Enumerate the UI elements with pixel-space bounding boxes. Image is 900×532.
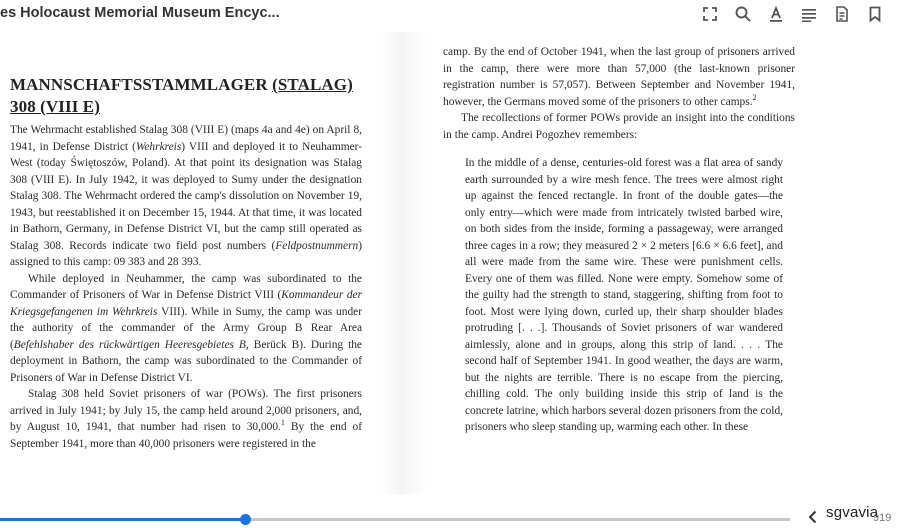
contents-icon xyxy=(800,5,818,23)
watermark-text: sgvavia xyxy=(826,504,879,521)
chevron-left-icon xyxy=(804,508,822,526)
block-quote: In the middle of a dense, centuries-old forest was a flat area of sandy earth surrounded by a wire mesh fence. The trees were almost right up against the fenced rectangle. In front of the double gates—the only entry—which were made from intricately twisted barbed wire, on both sides from the inside, forming a passageway, were arranged three cages in a row; they measured 2 × 2 meters [6.6 × 6.6 feet], and all were made from the same wire. These were punishment cells. Every one of them was filled. None were empty. Somehow some of the guilty had the strength to stand, staggering, shifting from foot to foot. Most were lying down, curled up, their sharp shoulder blades protruding [. . .]. Thousands of Soviet prisoners of war wandered aimlessly, alone and in groups, along this strip of land. . . . The second half of September 1941. In good weather, the days are warm, but the nights are terrible. There is no escape from the piercing, chilling cold. The only building inside this strip of land is the concrete latrine, which harbors several dozen prisoners from the cold, prisoners who sleep standing up, warming each other. In these xyxy=(465,157,783,433)
bookmark-button[interactable] xyxy=(864,3,886,25)
search-button[interactable] xyxy=(732,3,754,25)
right-page xyxy=(404,32,900,494)
page-number: 919 xyxy=(873,512,892,524)
heading-part-2: (STALAG) xyxy=(272,75,353,94)
search-icon xyxy=(734,5,752,23)
section-heading xyxy=(10,74,362,118)
top-bar xyxy=(0,0,900,28)
paragraph-2: While deployed in Neuhammer, the camp was subordinated to the Commander of Prisoners of War in Defense District VIII (Kommandeur der Kriegsgefangenen im Wehrkreis VIII). While in Sumy, the camp was under the authority of the commander of the Army Group B Rear Area (Befehlshaber des rückwärtigen Heeresgebietes B, Berück B). During the deployment in Bathorn, the camp was subordinated to the Commander of Prisoners of War in Defense District VI. xyxy=(10,272,363,384)
previous-page-button[interactable] xyxy=(804,508,822,526)
bottom-bar xyxy=(0,500,900,532)
paragraph-1: The Wehrmacht established Stalag 308 (VIII E) (maps 4a and 4e) on April 8, 1941, in Defense District (Wehrkreis) VIII and deployed it to Neuhammer-West (today Świętoszów, Poland). At that point its designation was Stalag 308 (VIII E). In July 1942, it was deployed to Sumy under the designation Stalag 308. The Wehrmacht ordered the camp's dissolution on November 19, 1943, but reestablished it on December 15, 1944. At that time, it was located in Bathorn, Germany, in Defense District VI, but the camp still operated as Stalag 308. Records indicate two field post numbers (Feldpostnummern) assigned to this camp: 09 383 and 28 393. xyxy=(10,124,362,268)
paragraph-continued: camp. By the end of October 1941, when the last group of prisoners arrived in the camp, there were more than 57,000 (the last-known prisoner registration number is 57,057). Between September and November 1941, however, the Germans moved some of the prisoners to other camps.$^2$ xyxy=(443,46,795,108)
document-icon xyxy=(833,5,851,23)
paragraph-recollections: The recollections of former POWs provide an insight into the conditions in the camp. Andrei Pogozhev remembers: xyxy=(443,112,795,141)
bookmark-icon xyxy=(866,5,884,23)
reading-progress-thumb[interactable] xyxy=(240,514,251,525)
left-column xyxy=(10,74,362,452)
footnote-1[interactable]: 1 xyxy=(280,418,285,428)
heading-part-1: MANNSCHAFTSSTAMMLAGER xyxy=(10,75,273,94)
footnote-2[interactable]: 2 xyxy=(752,92,757,102)
contents-button[interactable] xyxy=(798,3,820,25)
heading-part-3: 308 (VIII E) xyxy=(10,97,100,116)
right-column xyxy=(443,44,795,436)
left-page xyxy=(0,32,404,494)
document-title: es Holocaust Memorial Museum Encyc... xyxy=(0,5,280,21)
fullscreen-button[interactable] xyxy=(699,3,721,25)
reading-progress-fill xyxy=(0,518,245,521)
fullscreen-icon xyxy=(701,5,719,23)
document-button[interactable] xyxy=(831,3,853,25)
text-format-icon xyxy=(767,5,785,23)
text-format-button[interactable] xyxy=(765,3,787,25)
toolbar xyxy=(688,3,886,25)
reading-progress-track[interactable] xyxy=(0,518,790,521)
paragraph-3: Stalag 308 held Soviet prisoners of war (POWs). The first prisoners arrived in July 1941; by July 15, the camp held around 2,000 prisoners, and, by August 10, 1941, that number had risen to 30,000.$^1$ By the end of September 1941, more than 40,000 prisoners were registered in the xyxy=(10,388,362,450)
